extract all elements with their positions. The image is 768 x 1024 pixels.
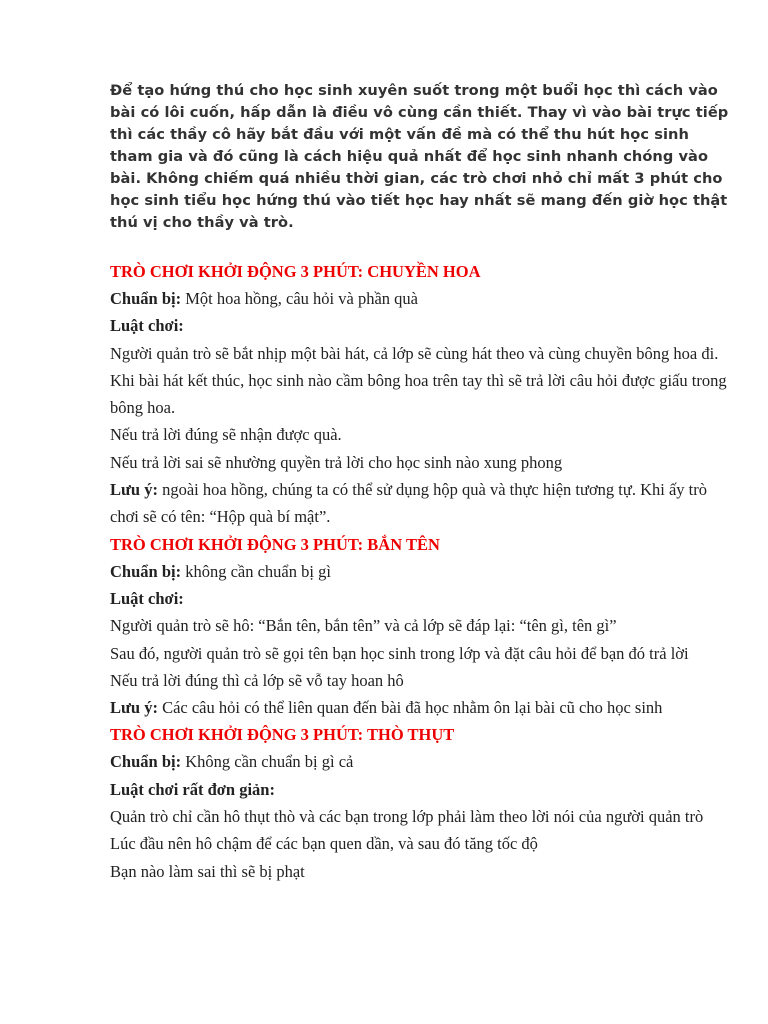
rules-label: Luật chơi: — [110, 588, 184, 608]
rule-line: Nếu trả lời đúng sẽ nhận được quà. — [110, 425, 342, 445]
note-text: ngoài hoa hồng, chúng ta có thể sử dụng hộp quà và thực hiện tương tự. Khi ấy trò chơi sẽ có tên: “Hộp quà bí mật”. — [110, 480, 707, 527]
rule-line: Bạn nào làm sai thì sẽ bị phạt — [110, 861, 305, 881]
game-section-chuyen-hoa — [110, 258, 735, 531]
prep-text: không cần chuẩn bị gì — [181, 561, 331, 581]
rule-line: Người quản trò sẽ bắt nhịp một bài hát, cả lớp sẽ cùng hát theo và cùng chuyền bông hoa đi. — [110, 343, 719, 363]
note-text: Các câu hỏi có thể liên quan đến bài đã học nhằm ôn lại bài cũ cho học sinh — [157, 698, 663, 718]
prep-line — [110, 558, 735, 585]
game-section-ban-ten — [110, 531, 735, 722]
note-label: Lưu ý: — [110, 480, 158, 500]
rule-line: Sau đó, người quản trò sẽ gọi tên bạn học sinh trong lớp và đặt câu hỏi để bạn đó trả lời — [110, 643, 689, 663]
prep-line — [110, 748, 735, 775]
note-line — [110, 694, 735, 721]
prep-line — [110, 285, 735, 312]
prep-label: Chuẩn bị: — [110, 561, 182, 581]
rules-label: Luật chơi: — [110, 316, 184, 336]
rule-line: Quản trò chỉ cần hô thụt thò và các bạn trong lớp phải làm theo lời nói của người quản trò — [110, 807, 704, 827]
rules-label: Luật chơi rất đơn giản: — [110, 779, 275, 799]
prep-text: Không cần chuẩn bị gì cả — [181, 752, 354, 772]
document-page — [110, 80, 735, 885]
game-section-tho-thut — [110, 721, 735, 884]
game-heading: TRÒ CHƠI KHỞI ĐỘNG 3 PHÚT: THÒ THỤT — [110, 725, 455, 745]
game-heading: TRÒ CHƠI KHỞI ĐỘNG 3 PHÚT: CHUYỀN HOA — [110, 262, 481, 281]
prep-text: Một hoa hồng, câu hỏi và phần quà — [181, 289, 418, 308]
intro-paragraph: Để tạo hứng thú cho học sinh xuyên suốt trong một buổi học thì cách vào bài có lôi cuốn, hấp dẫn là điều vô cùng cần thiết. Thay vì vào bài trực tiếp thì các thầy cô hãy bắt đầu với một vấn đề mà có thể thu hút học sinh tham gia và đó cũng là cách hiệu quả nhất để học sinh nhanh chóng vào bài. Không chiếm quá nhiều thời gian, các trò chơi nhỏ chỉ mất 3 phút cho học sinh tiểu học hứng thú vào tiết học hay nhất sẽ mang đến giờ học thật thú vị cho thầy và trò. — [110, 82, 729, 231]
rule-line: Người quản trò sẽ hô: “Bắn tên, bắn tên” và cả lớp sẽ đáp lại: “tên gì, tên gì” — [110, 616, 617, 636]
note-line — [110, 476, 735, 531]
rule-line: Nếu trả lời sai sẽ nhường quyền trả lời cho học sinh nào xung phong — [110, 452, 563, 472]
rule-line: Lúc đầu nên hô chậm để các bạn quen dần, và sau đó tăng tốc độ — [110, 834, 538, 854]
game-heading: TRÒ CHƠI KHỞI ĐỘNG 3 PHÚT: BẮN TÊN — [110, 534, 440, 554]
rule-line: Nếu trả lời đúng thì cả lớp sẽ vỗ tay hoan hô — [110, 670, 404, 690]
prep-label: Chuẩn bị: — [110, 752, 182, 772]
prep-label: Chuẩn bị: — [110, 289, 182, 308]
rule-line: Khi bài hát kết thúc, học sinh nào cầm bông hoa trên tay thì sẽ trả lời câu hỏi được giấu trong bông hoa. — [110, 370, 727, 418]
note-label: Lưu ý: — [110, 698, 158, 718]
